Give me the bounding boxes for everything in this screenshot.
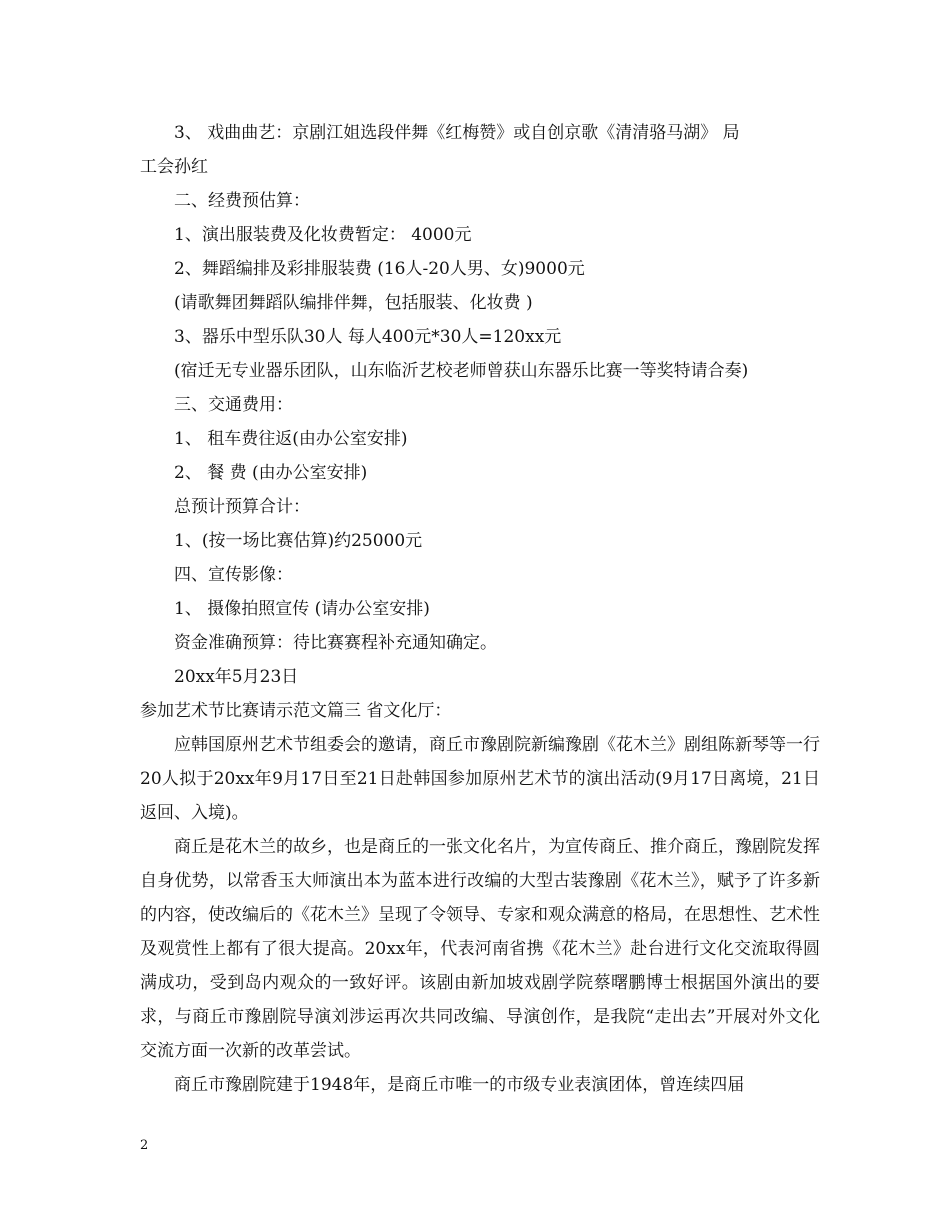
- page-number: 2: [140, 1138, 149, 1153]
- list-item-continuation: 工会孙红: [140, 157, 208, 177]
- document-body: [140, 116, 820, 1102]
- list-item-costume-fee: 1、演出服装费及化妆费暂定： 4000元: [174, 225, 472, 245]
- paragraph-invitation: 应韩国原州艺术节组委会的邀请，商丘市豫剧院新编豫剧《花木兰》剧组陈新琴等一行20人拟于20xx年9月17日至21日赴韩国参加原州艺术节的演出活动(9月17日离境，21日返回、入境)。: [140, 735, 820, 823]
- paragraph-shangqiu: 商丘是花木兰的故乡，也是商丘的一张文化名片，为宣传商丘、推介商丘，豫剧院发挥自身优势，以常香玉大师演出本为蓝本进行改编的大型古装豫剧《花木兰》，赋予了许多新的内容，使改编后的《花木兰》呈现了令领导、专家和观众满意的格局，在思想性、艺术性及观赏性上都有了很大提高。20xx年，代表河南省携《花木兰》赴台进行文化交流取得圆满成功，受到岛内观众的一致好评。该剧由新加坡戏剧学院蔡曙鹏博士根据国外演出的要求，与商丘市豫剧院导演刘涉运再次共同改编、导演创作，是我院“走出去”开展对外文化交流方面一次新的改革尝试。: [140, 837, 820, 1061]
- list-item-total: 1、(按一场比赛估算)约25000元: [174, 531, 423, 551]
- section-heading-publicity: 四、宣传影像：: [174, 565, 293, 585]
- list-item-dance-fee: 2、舞蹈编排及彩排服装费 (16人-20人男、女)9000元: [174, 259, 585, 279]
- note-band: (宿迁无专业器乐团队，山东临沂艺校老师曾获山东器乐比赛一等奖特请合奏): [174, 361, 749, 381]
- budget-note: 资金准确预算：待比赛赛程补充通知确定。: [174, 633, 497, 653]
- article-title: 参加艺术节比赛请示范文篇三 省文化厅：: [140, 701, 452, 721]
- section-heading-budget: 二、经费预估算：: [174, 191, 310, 211]
- list-item-meals: 2、 餐 费 (由办公室安排): [174, 463, 368, 483]
- list-item-band-fee: 3、器乐中型乐队30人 每人400元*30人=120xx元: [174, 327, 562, 347]
- total-heading: 总预计预算合计：: [174, 497, 310, 517]
- note-dance: (请歌舞团舞蹈队编排伴舞，包括服装、化妆费 ): [174, 293, 533, 313]
- paragraph-theatre: 商丘市豫剧院建于1948年，是商丘市唯一的市级专业表演团体，曾连续四届: [174, 1075, 745, 1095]
- date-line: 20xx年5月23日: [174, 667, 299, 687]
- list-item-car-rental: 1、 租车费往返(由办公室安排): [174, 429, 408, 449]
- list-item-opera: 3、 戏曲曲艺：京剧江姐选段伴舞《红梅赞》或自创京歌《清清骆马湖》 局: [174, 123, 740, 143]
- section-heading-transport: 三、交通费用：: [174, 395, 293, 415]
- list-item-photography: 1、 摄像拍照宣传 (请办公室安排): [174, 599, 430, 619]
